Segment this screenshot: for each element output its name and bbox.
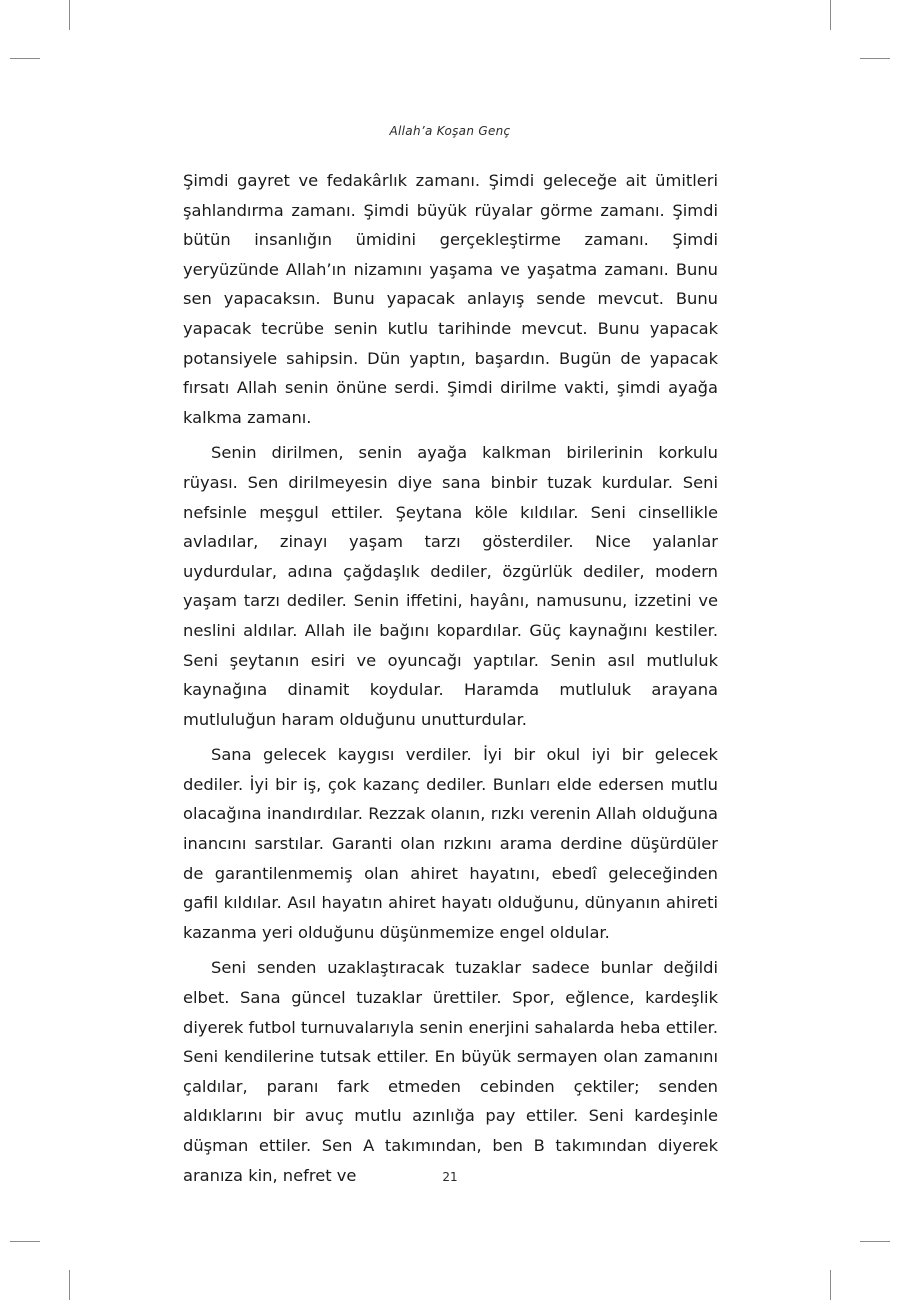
page-number: 21 [442, 1170, 458, 1184]
crop-mark-top-left [69, 0, 70, 30]
crop-mark-right-bottom [860, 1241, 890, 1242]
body-text [183, 166, 718, 1196]
paragraph-1: Şimdi gayret ve fedakârlık zamanı. Şimdi geleceğe ait ümitleri şahlandırma zamanı. Şimdi büyük rüyalar görme zamanı. Şimdi bütün insanlığın ümidini gerçekleştirme zamanı. Şimdi yeryüzünde Allah’ın nizamını yaşama ve yaşatma zamanı. Bunu sen yapacaksın. Bunu yapacak anlayış sende mevcut. Bunu yapacak tecrübe senin kutlu tarihinde mevcut. Bunu yapacak potansiyele sahipsin. Dün yaptın, başardın. Bugün de yapacak fırsatı Allah senin önüne serdi. Şimdi dirilme vakti, şimdi ayağa kalkma zamanı. [183, 171, 718, 427]
paragraph-3: Sana gelecek kaygısı verdiler. İyi bir okul iyi bir gelecek dediler. İyi bir iş, çok kazanç dediler. Bunları elde edersen mutlu olacağına inandırdılar. Rezzak olanın, rızkı verenin Allah olduğuna inancını sarstılar. Garanti olan rızkını arama derdine düşürdüler de garantilenmemiş olan ahiret hayatını, ebedî geleceğinden gafil kıldılar. Asıl hayatın ahiret hayatı olduğunu, dünyanın ahireti kazanma yeri olduğunu düşünmemize engel oldular. [183, 745, 718, 942]
paragraph-2: Senin dirilmen, senin ayağa kalkman birilerinin korkulu rüyası. Sen dirilmeyesin diye sana binbir tuzak kurdular. Seni nefsinle meşgul ettiler. Şeytana köle kıldılar. Seni cinsellikle avladılar, zinayı yaşam tarzı gösterdiler. Nice yalanlar uydurdular, adına çağdaşlık dediler, özgürlük dediler, modern yaşam tarzı dediler. Senin iffetini, hayânı, namusunu, izzetini ve neslini aldılar. Allah ile bağını kopardılar. Güç kaynağını kestiler. Seni şeytanın esiri ve oyuncağı yaptılar. Senin asıl mutluluk kaynağına dinamit koydular. Haramda mutluluk arayana mutluluğun haram olduğunu unutturdular. [183, 443, 718, 729]
crop-mark-left-top [10, 58, 40, 59]
crop-mark-top-right [830, 0, 831, 30]
crop-mark-bottom-right [830, 1270, 831, 1300]
paragraph-4: Seni senden uzaklaştıracak tuzaklar sadece bunlar değildi elbet. Sana güncel tuzaklar ürettiler. Spor, eğlence, kardeşlik diyerek futbol turnuvalarıyla senin enerjini sahalarda heba ettiler. Seni kendilerine tutsak ettiler. En büyük sermayen olan zamanını çaldılar, paranı fark etmeden cebinden çektiler; senden aldıklarını bir avuç mutlu azınlığa pay ettiler. Seni kardeşinle düşman ettiler. Sen A takımından, ben B takımından diyerek aranıza kin, nefret ve [183, 958, 718, 1185]
running-head: Allah’a Koşan Genç [389, 124, 511, 138]
crop-mark-left-bottom [10, 1241, 40, 1242]
crop-mark-bottom-left [69, 1270, 70, 1300]
crop-mark-right-top [860, 58, 890, 59]
